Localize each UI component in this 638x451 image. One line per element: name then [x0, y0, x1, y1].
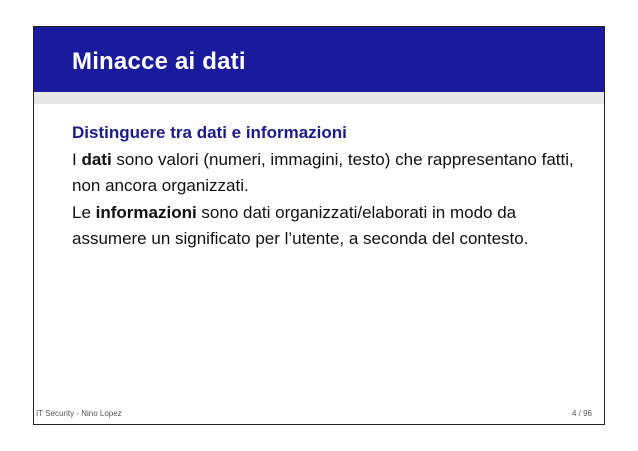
slide-body — [72, 120, 584, 253]
slide-header — [34, 27, 604, 104]
paragraph-informazioni — [72, 200, 584, 253]
para1-pre: I — [72, 149, 82, 169]
slide-subtitle: Distinguere tra dati e informazioni — [72, 123, 347, 142]
para2-pre: Le — [72, 202, 96, 222]
para2-bold: informazioni — [95, 202, 197, 222]
footer-author: IT Security - Nino Lopez — [36, 409, 122, 418]
slide-title: Minacce ai dati — [72, 48, 246, 75]
paragraph-dati — [72, 147, 584, 200]
para2-post: sono dati organizzati/elaborati in modo da assumere un significato per l’utente, a seconda del contesto. — [72, 202, 529, 248]
para1-post: sono valori (numeri, immagini, testo) che rappresentano fatti, non ancora organizzati. — [72, 149, 574, 195]
slide — [33, 26, 605, 425]
footer-page-number: 4 / 96 — [571, 409, 592, 418]
para1-bold: dati — [81, 149, 112, 169]
